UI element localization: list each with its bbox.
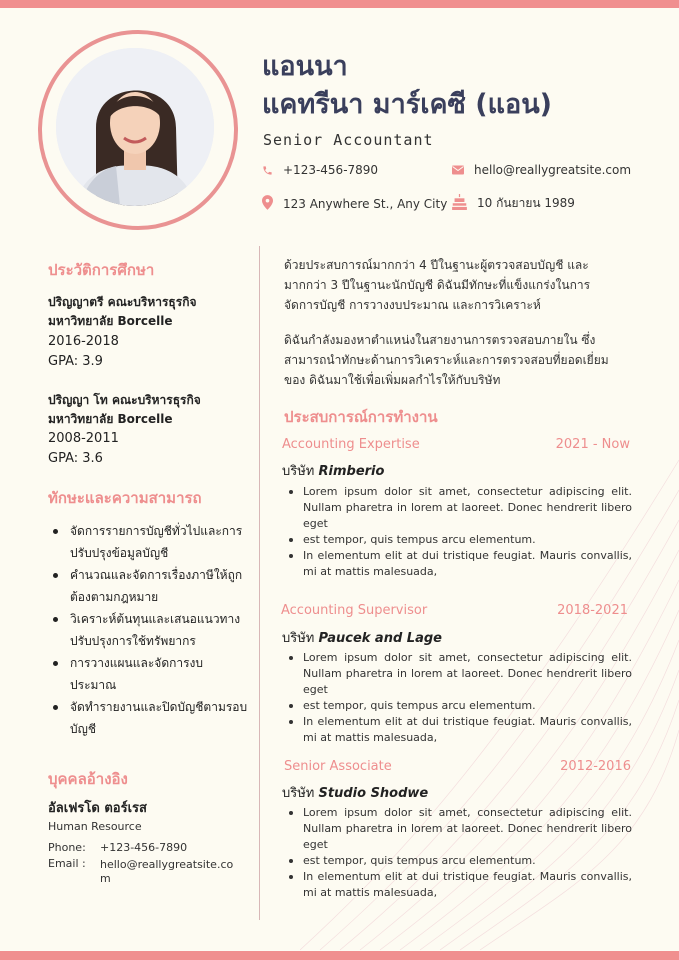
email-text[interactable]: hello@reallygreatsite.com bbox=[474, 163, 632, 177]
job-3-bullets bbox=[284, 805, 632, 901]
list-item: Lorem ipsum dolor sit amet, consectetur adipiscing elit. Nullam pharetra in lorem at laoreet. Donec hendrerit libero eget bbox=[284, 650, 632, 698]
mail-icon bbox=[452, 165, 464, 175]
phone-icon bbox=[262, 165, 273, 176]
company-name: Rimberio bbox=[318, 464, 385, 479]
phone-text: +123-456-7890 bbox=[283, 163, 379, 177]
list-item: est tempor, quis tempus arcu elementum. bbox=[284, 698, 632, 714]
education-1-degree bbox=[48, 293, 197, 331]
name-line-2: แคทรีนา มาร์เคซี (แอน) bbox=[262, 89, 553, 120]
company-name: Studio Shodwe bbox=[318, 786, 429, 801]
reference-phone: +123-456-7890 bbox=[100, 841, 188, 854]
company-prefix: บริษัท bbox=[282, 631, 315, 646]
education-1-years: 2016-2018 bbox=[48, 334, 119, 349]
birthday-text: 10 กันยายน 1989 bbox=[477, 196, 575, 210]
degree-name: ปริญญา โท คณะบริหารธุรกิจ bbox=[48, 393, 201, 407]
list-item: วิเคราะห์ต้นทุนและเสนอแนวทางปรับปรุงการใช้ทรัพยากร bbox=[48, 608, 248, 652]
location-pin-icon bbox=[262, 195, 273, 210]
education-heading: ประวัติการศึกษา bbox=[48, 261, 155, 279]
list-item: In elementum elit at dui tristique feugiat. Mauris convallis, mi at mattis malesuada, bbox=[284, 869, 632, 901]
experience-heading: ประสบการณ์การทำงาน bbox=[284, 408, 438, 426]
school-name: มหาวิทยาลัย Borcelle bbox=[48, 314, 173, 328]
address-text: 123 Anywhere St., Any City bbox=[283, 197, 448, 211]
job-2-company bbox=[282, 627, 442, 648]
list-item: คำนวณและจัดการเรื่องภาษีให้ถูกต้องตามกฎหมาย bbox=[48, 564, 248, 608]
cake-icon bbox=[452, 194, 467, 210]
list-item: จัดทำรายงานและปิดบัญชีตามรอบบัญชี bbox=[48, 696, 248, 740]
job-2-role: Accounting Supervisor bbox=[281, 603, 428, 618]
education-1-gpa: GPA: 3.9 bbox=[48, 354, 103, 369]
contact-email bbox=[452, 163, 631, 177]
contact-phone bbox=[262, 163, 378, 177]
school-name: มหาวิทยาลัย Borcelle bbox=[48, 412, 173, 426]
job-3-dates: 2012-2016 bbox=[560, 759, 631, 774]
list-item: การวางแผนและจัดการงบประมาณ bbox=[48, 652, 248, 696]
reference-email-label: Email : bbox=[48, 857, 86, 870]
reference-role: Human Resource bbox=[48, 820, 142, 833]
company-prefix: บริษัท bbox=[282, 464, 315, 479]
job-1-bullets bbox=[284, 484, 632, 580]
reference-phone-label: Phone: bbox=[48, 841, 86, 854]
reference-name: อัลเฟรโด ตอร์เรส bbox=[48, 801, 147, 816]
job-3-role: Senior Associate bbox=[284, 759, 392, 774]
job-2-dates: 2018-2021 bbox=[557, 603, 628, 618]
column-divider bbox=[259, 246, 260, 920]
job-1-role: Accounting Expertise bbox=[282, 437, 420, 452]
bottom-accent-bar bbox=[0, 951, 679, 960]
job-1-company bbox=[282, 460, 384, 481]
summary-paragraph-1: ด้วยประสบการณ์มากกว่า 4 ปีในฐานะผู้ตรวจสอบบัญชี และมากกว่า 3 ปีในฐานะนักบัญชี ดิฉันมีทักษะที่แข็งแกร่งในการจัดการบัญชี การวางงบประมาณ และการวิเคราะห์ bbox=[284, 258, 591, 312]
name-line-1: แอนนา bbox=[262, 51, 348, 82]
job-3-company bbox=[282, 782, 428, 803]
education-2-gpa: GPA: 3.6 bbox=[48, 451, 103, 466]
top-accent-bar bbox=[0, 0, 679, 8]
profile-photo bbox=[56, 48, 214, 206]
contact-address bbox=[262, 193, 447, 211]
education-2-degree bbox=[48, 391, 201, 429]
reference-email[interactable]: hello@reallygreatsite.com bbox=[100, 858, 234, 885]
degree-name: ปริญญาตรี คณะบริหารธุรกิจ bbox=[48, 295, 197, 309]
candidate-name bbox=[262, 48, 552, 124]
skills-heading: ทักษะและความสามารถ bbox=[48, 489, 202, 507]
job-1-dates: 2021 - Now bbox=[555, 437, 630, 452]
reference-heading: บุคคลอ้างอิง bbox=[48, 770, 128, 788]
education-2-years: 2008-2011 bbox=[48, 431, 119, 446]
company-prefix: บริษัท bbox=[282, 786, 315, 801]
company-name: Paucek and Lage bbox=[318, 631, 442, 646]
job-title: Senior Accountant bbox=[263, 131, 434, 149]
list-item: In elementum elit at dui tristique feugiat. Mauris convallis, mi at mattis malesuada, bbox=[284, 548, 632, 580]
job-2-bullets bbox=[284, 650, 632, 746]
list-item: จัดการรายการบัญชีทั่วไปและการปรับปรุงข้อมูลบัญชี bbox=[48, 520, 248, 564]
list-item: Lorem ipsum dolor sit amet, consectetur adipiscing elit. Nullam pharetra in lorem at laoreet. Donec hendrerit libero eget bbox=[284, 484, 632, 532]
contact-birthday bbox=[452, 191, 575, 213]
summary-paragraph-2: ดิฉันกำลังมองหาตำแหน่งในสายงานการตรวจสอบภายใน ซึ่งสามารถนำทักษะด้านการวิเคราะห์และการตรวจสอบที่ยอดเยี่ยมของ ดิฉันมาใช้เพื่อเพิ่มผลกำไรให้กับบริษัท bbox=[284, 333, 609, 387]
list-item: In elementum elit at dui tristique feugiat. Mauris convallis, mi at mattis malesuada, bbox=[284, 714, 632, 746]
list-item: est tempor, quis tempus arcu elementum. bbox=[284, 853, 632, 869]
list-item: est tempor, quis tempus arcu elementum. bbox=[284, 532, 632, 548]
skills-list bbox=[48, 520, 248, 740]
list-item: Lorem ipsum dolor sit amet, consectetur adipiscing elit. Nullam pharetra in lorem at laoreet. Donec hendrerit libero eget bbox=[284, 805, 632, 853]
